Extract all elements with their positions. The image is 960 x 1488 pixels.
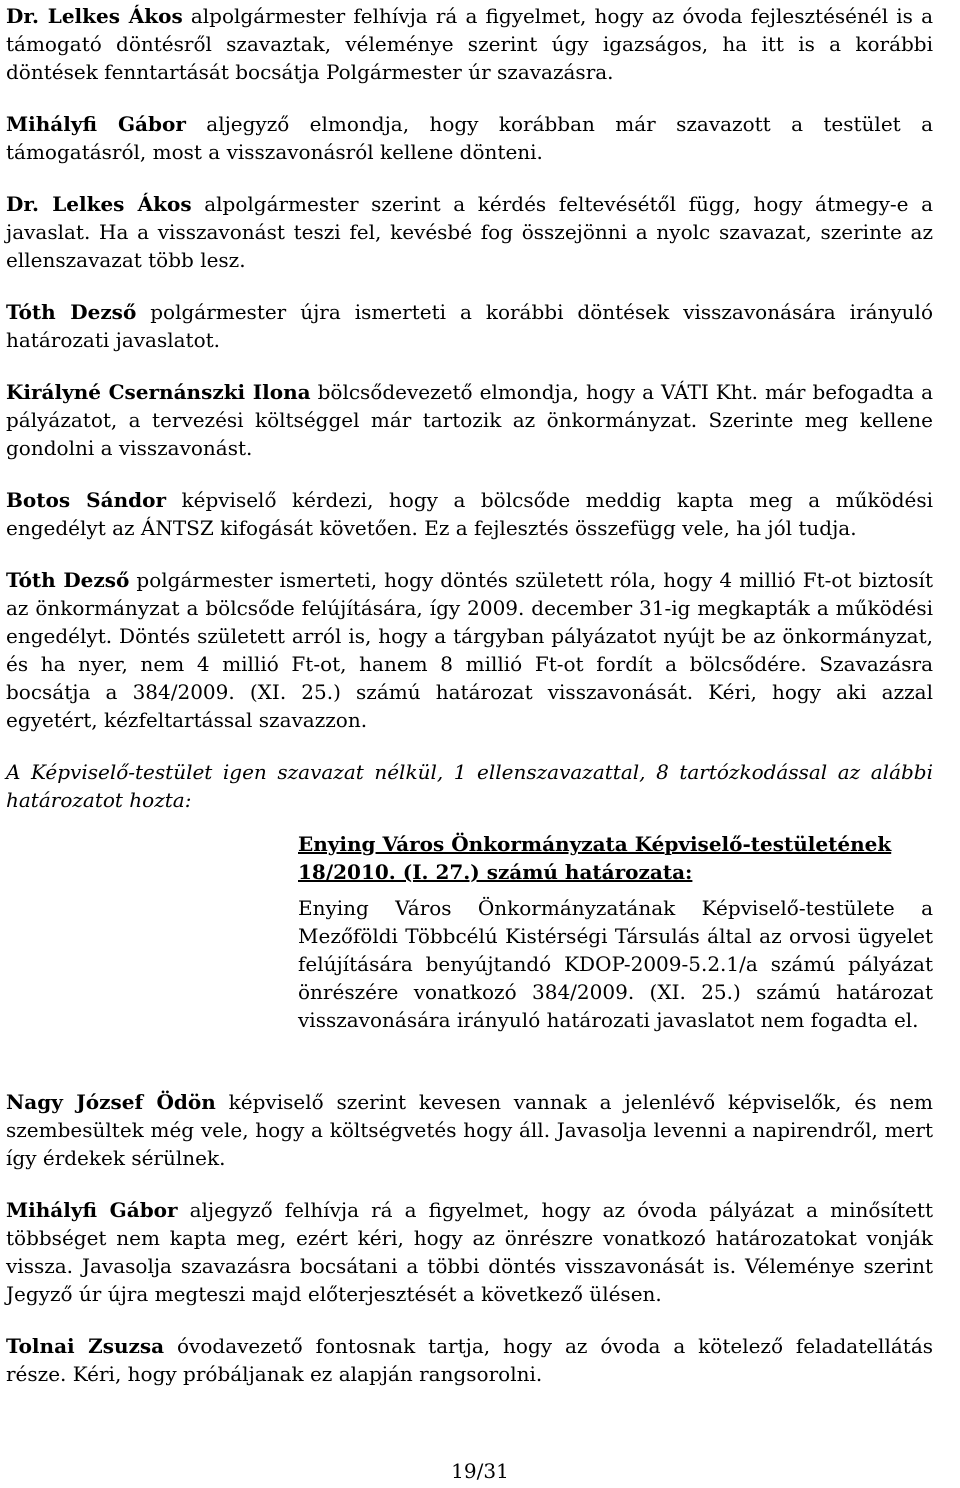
paragraph: [6, 486, 933, 542]
paragraph: [6, 190, 933, 274]
speaker-name: Dr. Lelkes Ákos: [6, 192, 192, 216]
speaker-name: Tóth Dezső: [6, 300, 137, 324]
paragraph: [6, 378, 933, 462]
paragraph: [6, 298, 933, 354]
paragraph-text: aljegyző felhívja rá a figyelmet, hogy az óvoda pályázat a minősített többséget nem kapta meg, ezért kéri, hogy az önrészre vonatkozó határozatokat vonják vissza. Javasolja szavazásra bocsátani a többi döntés visszavonását is. Véleménye szerint Jegyző úr újra megteszi majd előterjesztését a következő ülésen.: [6, 1198, 933, 1306]
speaker-name: Botos Sándor: [6, 488, 166, 512]
resolution-number: 18/2010. (I. 27.) számú határozata:: [298, 860, 693, 884]
paragraph-text: polgármester újra ismerteti a korábbi döntések visszavonására irányuló határozati javaslatot.: [6, 300, 933, 352]
speaker-name: Mihályfi Gábor: [6, 1198, 178, 1222]
paragraph-text: polgármester ismerteti, hogy döntés született róla, hogy 4 millió Ft-ot biztosít az önkormányzat a bölcsőde felújítására, így 2009. december 31-ig megkapták a működési engedélyt. Döntés született arról is, hogy a tárgyban pályázatot nyújt be az önkormányzat, és ha nyer, nem 4 millió Ft-ot, hanem 8 millió Ft-ot fordít a bölcsődére. Szavazásra bocsátja a 384/2009. (XI. 25.) számú határozat visszavonását. Kéri, hogy aki azzal egyetért, kézfeltartással szavazzon.: [6, 568, 933, 732]
paragraph: [6, 1332, 933, 1388]
resolution-heading: Enying Város Önkormányzata Képviselő-testületének: [298, 832, 892, 856]
page-number: 19/31: [451, 1459, 509, 1483]
speaker-name: Mihályfi Gábor: [6, 112, 186, 136]
resolution-block: [298, 830, 933, 1034]
resolution-body: Enying Város Önkormányzatának Képviselő-testülete a Mezőföldi Többcélú Kistérségi Társulás által az orvosi ügyelet felújítására benyújtandó KDOP-2009-5.2.1/a számú pályázat önrészére vonatkozó 384/2009. (XI. 25.) számú határozat visszavonására irányuló határozati javaslatot nem fogadta el.: [298, 896, 933, 1032]
paragraph-text: alpolgármester felhívja rá a figyelmet, hogy az óvoda fejlesztésénél is a támogató döntésről szavaztak, véleménye szerint úgy igazságos, ha itt is a korábbi döntések fenntartását bocsátja Polgármester úr szavazásra.: [6, 4, 934, 84]
paragraph-text: aljegyző elmondja, hogy korábban már szavazott a testület a támogatásról, most a visszavonásról kellene dönteni.: [6, 112, 934, 164]
paragraph: [6, 1088, 933, 1172]
paragraph: [6, 110, 933, 166]
paragraph: [6, 2, 933, 86]
speaker-name: Tóth Dezső: [6, 568, 130, 592]
speaker-name: Tolnai Zsuzsa: [6, 1334, 165, 1358]
paragraph-text: képviselő szerint kevesen vannak a jelenlévő képviselők, és nem szembesültek még vele, hogy a költségvetés hogy áll. Javasolja levenni a napirendről, mert így érdekek sérülnek.: [6, 1090, 933, 1170]
paragraph: [6, 1196, 933, 1308]
speaker-name: Királyné Csernánszki Ilona: [6, 380, 311, 404]
paragraph-text: alpolgármester szerint a kérdés feltevésétől függ, hogy átmegy-e a javaslat. Ha a visszavonást teszi fel, kevésbé fog összejönni a nyolc szavazat, szerinte az ellenszavazat több lesz.: [6, 192, 933, 272]
document-page: [6, 2, 933, 1412]
paragraph-text: bölcsődevezető elmondja, hogy a VÁTI Kht. már befogadta a pályázatot, a tervezési költséggel már tartozik az önkormányzat. Szerinte meg kellene gondolni a visszavonást.: [6, 380, 933, 460]
speaker-name: Dr. Lelkes Ákos: [6, 4, 183, 28]
paragraph: [6, 566, 933, 734]
paragraph-text: óvodavezető fontosnak tartja, hogy az óvoda a kötelező feladatellátás része. Kéri, hogy próbáljanak ez alapján rangsorolni.: [6, 1334, 934, 1386]
vote-result: A Képviselő-testület igen szavazat nélkül, 1 ellenszavazattal, 8 tartózkodással az alábbi határozatot hozta:: [6, 760, 933, 812]
speaker-name: Nagy József Ödön: [6, 1090, 216, 1114]
paragraph-text: képviselő kérdezi, hogy a bölcsőde meddig kapta meg a működési engedélyt az ÁNTSZ kifogását követően. Ez a fejlesztés összefügg vele, ha jól tudja.: [6, 488, 933, 540]
